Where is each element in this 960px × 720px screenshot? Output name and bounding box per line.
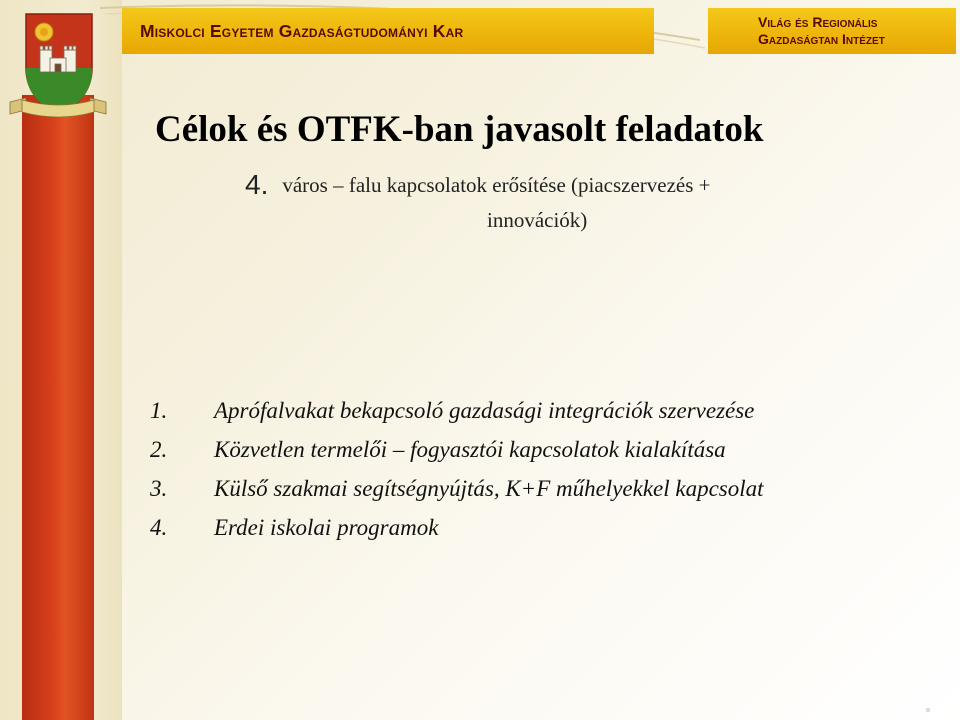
list-item-text: Közvetlen termelői – fogyasztói kapcsolatok kialakítása	[214, 436, 726, 462]
list-item-number: 2.	[150, 436, 168, 462]
subheading-text-line2: innovációk)	[487, 208, 588, 232]
institute-name-line2: Gazdaságtan Intézet	[758, 31, 885, 47]
list-item	[150, 430, 764, 469]
list-item-text: Külső szakmai segítségnyújtás, K+F műhelyekkel kapcsolat	[214, 475, 764, 501]
list-item-text: Erdei iskolai programok	[214, 514, 439, 540]
list-item-number: 1.	[150, 397, 168, 423]
list-item-text: Aprófalvakat bekapcsoló gazdasági integrációk szervezése	[214, 397, 755, 423]
subheading-text-line1: város – falu kapcsolatok erősítése (piacszervezés +	[282, 173, 711, 197]
university-crest-logo	[6, 6, 110, 126]
slide-title: Célok és OTFK-ban javasolt feladatok	[155, 109, 764, 150]
task-list	[150, 391, 764, 547]
list-item-number: 4.	[150, 514, 168, 540]
red-vertical-strip	[22, 95, 94, 720]
list-item	[150, 391, 764, 430]
faculty-name: Miskolci Egyetem Gazdaságtudományi Kar	[140, 20, 464, 41]
institute-header-banner	[708, 8, 956, 54]
list-item	[150, 508, 764, 547]
faculty-header-banner	[122, 8, 654, 54]
list-item	[150, 469, 764, 508]
subheading-number: 4.	[245, 169, 269, 200]
list-item-number: 3.	[150, 475, 168, 501]
subheading	[245, 168, 885, 202]
sun-emblem-icon	[35, 23, 53, 41]
institute-name-line1: Világ és Regionális	[758, 14, 878, 30]
corner-mark	[926, 708, 930, 712]
